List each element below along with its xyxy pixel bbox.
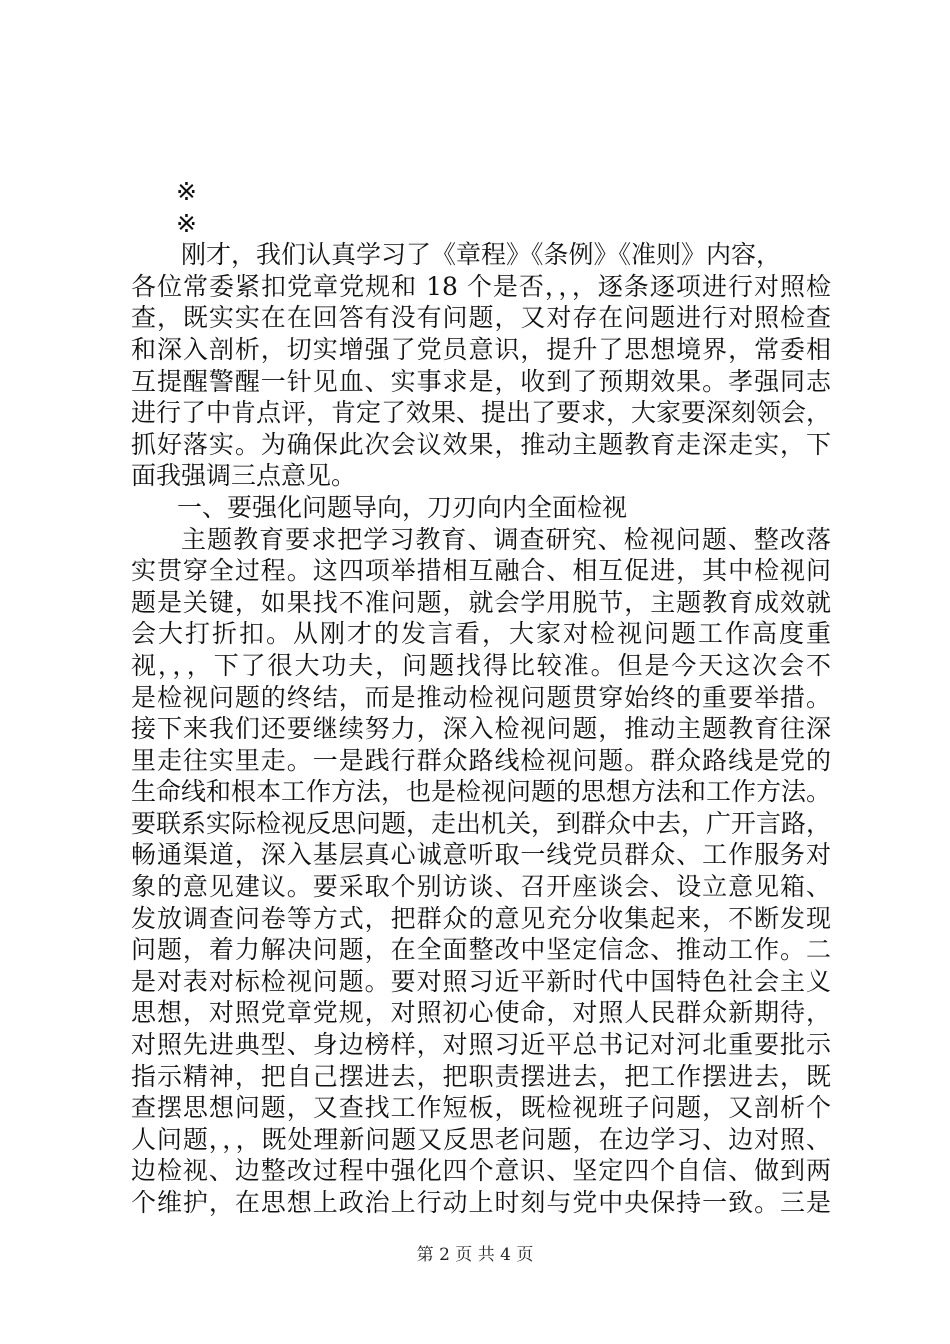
text-line: 是对表对标检视问题。要对照习近平新时代中国特色社会主义 bbox=[131, 966, 831, 996]
paragraph-section-one bbox=[131, 524, 831, 1219]
text-line: 生命线和根本工作方法，也是检视问题的思想方法和工作方法。 bbox=[131, 777, 832, 807]
text-line: 问题，着力解决问题，在全面整改中坚定信念、推动工作。二 bbox=[131, 935, 831, 965]
text-line: 思想，对照党章党规，对照初心使命，对照人民群众新期待， bbox=[131, 998, 831, 1028]
text-line: 和深入剖析，切实增强了党员意识，提升了思想境界，常委相 bbox=[131, 334, 831, 364]
text-line: 查，既实实在在回答有没有问题，又对存在问题进行对照检查 bbox=[131, 303, 831, 333]
text-line: 进行了中肯点评，肯定了效果、提出了要求，大家要深刻领会， bbox=[131, 398, 832, 428]
text-line: 人问题，，，既处理新问题又反思老问题，在边学习、边对照、 bbox=[131, 1124, 831, 1154]
reference-mark: ※ bbox=[176, 177, 197, 206]
text-line: 要联系实际检视反思问题，走出机关，到群众中去，广开言路， bbox=[131, 808, 832, 838]
page-footer: 第 2 页 共 4 页 bbox=[416, 1245, 534, 1265]
text-line: 实贯穿全过程。这四项举措相互融合、相互促进，其中检视问 bbox=[131, 556, 831, 586]
text-line: 畅通渠道，深入基层真心诚意听取一线党员群众、工作服务对 bbox=[131, 840, 831, 870]
text-line: 对照先进典型、身边榜样，对照习近平总书记对河北重要批示 bbox=[131, 1030, 831, 1060]
text-line: 查摆思想问题，又查找工作短板，既检视班子问题，又剖析个 bbox=[131, 1093, 831, 1123]
section-heading: 一、要强化问题导向，刀刃向内全面检视 bbox=[177, 492, 628, 522]
text-line: 各位常委紧扣党章党规和 18 个是否，，，逐条逐项进行对照检 bbox=[131, 271, 831, 301]
text-line: 刚才，我们认真学习了《章程》《条例》《准则》内容， bbox=[181, 240, 782, 270]
text-line: 题是关键，如果找不准问题，就会学用脱节，主题教育成效就 bbox=[131, 587, 831, 617]
text-line: 指示精神，把自己摆进去，把职责摆进去，把工作摆进去，既 bbox=[131, 1061, 831, 1091]
text-line: 视，，，下了很大功夫，问题找得比较准。但是今天这次会不 bbox=[131, 650, 831, 680]
text-line: 里走往实里走。一是践行群众路线检视问题。群众路线是党的 bbox=[131, 745, 831, 775]
text-line: 抓好落实。为确保此次会议效果，推动主题教育走深走实，下 bbox=[131, 429, 831, 459]
text-line: 主题教育要求把学习教育、调查研究、检视问题、整改落 bbox=[181, 524, 831, 554]
document-body bbox=[131, 176, 831, 1219]
text-line: 互提醒警醒一针见血、实事求是，收到了预期效果。孝强同志 bbox=[131, 366, 831, 396]
text-line: 会大打折扣。从刚才的发言看，大家对检视问题工作高度重 bbox=[131, 619, 831, 649]
text-line: 发放调查问卷等方式，把群众的意见充分收集起来，不断发现 bbox=[131, 903, 831, 933]
text-line: 个维护，在思想上政治上行动上时刻与党中央保持一致。三是 bbox=[131, 1188, 831, 1217]
text-line: 象的意见建议。要采取个别访谈、召开座谈会、设立意见箱、 bbox=[131, 872, 831, 902]
text-line: 面我强调三点意见。 bbox=[131, 461, 357, 491]
text-line: 边检视、边整改过程中强化四个意识、坚定四个自信、做到两 bbox=[131, 1156, 831, 1186]
reference-mark: ※ bbox=[176, 208, 197, 238]
text-line: 接下来我们还要继续努力，深入检视问题，推动主题教育往深 bbox=[131, 714, 831, 744]
text-line: 是检视问题的终结，而是推动检视问题贯穿始终的重要举措。 bbox=[131, 682, 831, 712]
paragraph-opening bbox=[131, 239, 831, 492]
